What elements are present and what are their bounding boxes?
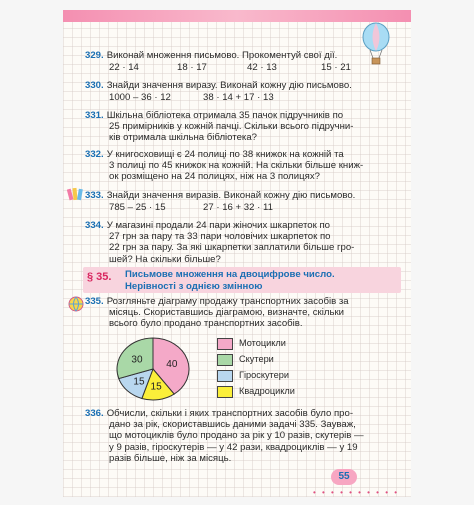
legend-label: Скутери: [239, 354, 274, 364]
task-text: Знайди значення виразу. Виконай кожну дію письмово.: [106, 80, 352, 91]
task-number: 335.: [85, 296, 104, 307]
task-line: Шкільна бібліотека отримала 35 пачок підручників по: [106, 110, 344, 121]
task-number: 332.: [85, 149, 104, 160]
task-333: [85, 190, 403, 201]
task-line: 27 грн за пару та 33 пари чоловічих шкарпеток по: [109, 231, 331, 243]
expression: 785 – 25 · 15: [109, 202, 166, 213]
task-line: всього було продано транспортних засобів.: [109, 318, 303, 330]
pencil-icon: [67, 186, 85, 202]
textbook-page: [63, 10, 411, 497]
page-top-stripe: [63, 10, 411, 22]
task-330: [85, 80, 403, 91]
task-number: 329.: [85, 50, 104, 61]
task-line: шей? На скільки більше?: [109, 253, 221, 265]
pie-chart: [115, 335, 195, 403]
task-number: 331.: [85, 110, 104, 121]
page-number: 55: [331, 469, 357, 485]
legend-swatch: [217, 338, 233, 350]
legend-swatch: [217, 386, 233, 398]
legend-label: Квадроцикли: [239, 386, 295, 396]
task-number: 336.: [85, 408, 104, 419]
task-line: разів більше, ніж за місяць.: [109, 452, 232, 464]
globe-icon: [68, 296, 84, 312]
task-336: [85, 408, 403, 464]
section-title: [125, 269, 395, 292]
section-number: § 35.: [87, 271, 112, 283]
task-line: місяць. Скориставшись діаграмою, визначте, скільки: [109, 307, 345, 319]
task-334: [85, 220, 403, 265]
task-number: 330.: [85, 80, 104, 91]
task-line: ок розміщено на 24 полицях, ніж на 3 полицях?: [109, 171, 320, 183]
task-number: 334.: [85, 220, 104, 231]
task-332: [85, 149, 403, 183]
expression: 15 · 21: [321, 62, 351, 73]
task-line: що мотоциклів було продано за рік у 10 разів, скутерів —: [109, 430, 364, 442]
expression: 38 · 14 + 17 · 13: [203, 92, 274, 103]
task-line: ків отримала шкільна бібліотека?: [109, 132, 257, 144]
task-line: Розгляньте діаграму продажу транспортних засобів за: [106, 296, 349, 307]
expression: 1000 – 36 · 12: [109, 92, 171, 103]
expression: 18 · 17: [177, 62, 207, 73]
task-text: Знайди значення виразів. Виконай кожну дію письмово.: [106, 190, 356, 201]
task-line: У магазині продали 24 пари жіночих шкарпеток по: [106, 220, 330, 231]
task-line: у 9 разів, гіроскутерів — у 42 рази, квадроциклів — у 19: [109, 441, 358, 453]
expression: 27 · 16 + 32 · 11: [203, 202, 273, 213]
legend-swatch: [217, 370, 233, 382]
task-line: дано за рік, скориставшись даними задачі 335. Зауваж,: [109, 419, 356, 431]
task-line: 25 примірників у кожній пачці. Скільки всього підручни-: [109, 121, 354, 133]
task-line: 22 грн за пару. За які шкарпетки заплатили більше гро-: [109, 242, 355, 254]
task-text: Виконай множення письмово. Прокоментуй свої дії.: [106, 50, 338, 61]
legend-swatch: [217, 354, 233, 366]
task-line: Обчисли, скільки і яких транспортних засобів було про-: [106, 408, 354, 419]
legend-label: Гіроскутери: [239, 370, 290, 380]
section-title-line: Нерівності з однією змінною: [125, 280, 263, 292]
task-331: [85, 110, 403, 144]
task-line: У книгосховищі є 24 полиці по 38 книжок на кожній та: [106, 149, 344, 160]
section-header: [83, 267, 401, 293]
decorative-dots: • • • • • • • • • •: [313, 488, 400, 497]
section-title-line: Письмове множення на двоцифрове число.: [125, 269, 335, 280]
task-number: 333.: [85, 190, 104, 201]
pie-slice-label-3: 30: [131, 354, 143, 366]
expression: 42 · 13: [247, 62, 277, 73]
task-329: [85, 50, 403, 61]
legend-label: Мотоцикли: [239, 338, 286, 348]
expression: 22 · 14: [109, 62, 139, 73]
pie-slice-label-2: 15: [133, 376, 145, 388]
pie-slice-label-1: 15: [150, 381, 162, 393]
task-line: 3 полиці по 45 книжок на кожній. На скільки більше книж-: [109, 160, 364, 172]
task-335: [85, 296, 403, 330]
pie-slice-label-0: 40: [166, 359, 178, 371]
